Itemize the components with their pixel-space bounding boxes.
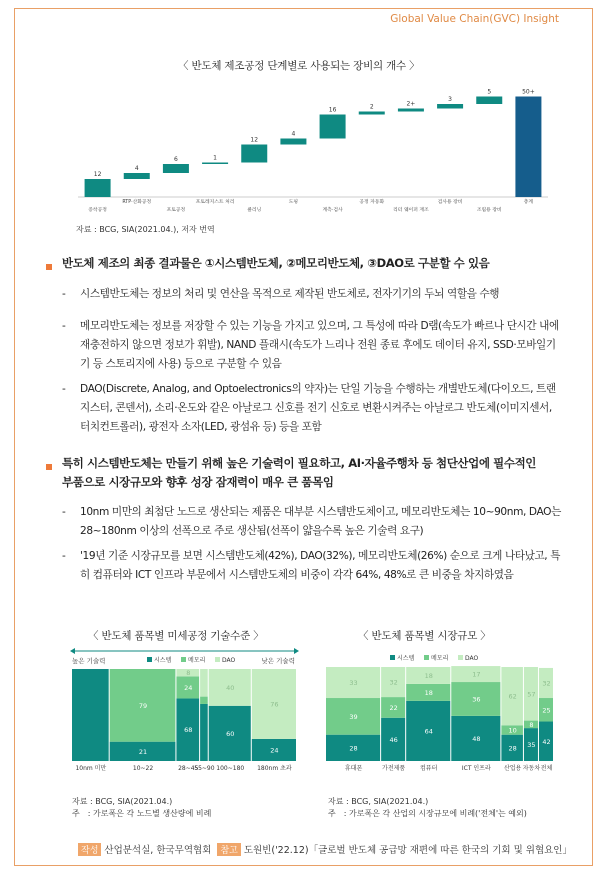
- legend-label: 시스템: [397, 655, 415, 662]
- mekko-segment-label: 60: [226, 729, 235, 738]
- waterfall-value-label: 4: [134, 165, 139, 172]
- waterfall-bar: [202, 163, 228, 165]
- footer-tag-reference: 참고: [217, 843, 240, 856]
- mekko-segment-label: 10: [508, 726, 517, 735]
- waterfall-bar: [359, 112, 385, 115]
- legend-label: DAO: [465, 655, 479, 662]
- waterfall-value-label: 2: [369, 103, 374, 111]
- waterfall-category-label: 계측·검사: [322, 208, 343, 213]
- mekko-category-label: 55~90: [194, 765, 215, 772]
- waterfall-bar: [515, 97, 541, 198]
- waterfall-bar: [398, 109, 424, 112]
- section2-item-market: - '19년 기준 시장규모를 보면 시스템반도체(42%), DAO(32%), 메모리반도체(26%) 순으로 크게 나타났고, 특히 컴퓨터와 ICT 인프라 부문에서 시스템반도체의 비중이 각각 64%, 48%로 큰 비중을 차지하였음: [62, 550, 561, 581]
- waterfall-bar: [437, 104, 463, 109]
- process-node-mekko-chart: [62, 645, 312, 795]
- chart3-note: 주 : 가로폭은 각 산업의 시장규모에 비례('전체'는 예외): [328, 809, 527, 818]
- waterfall-value-label: 5: [487, 88, 492, 96]
- footer-author: 산업분석실, 한국무역협회: [104, 845, 212, 856]
- legend-swatch: [215, 657, 220, 662]
- waterfall-value-label: 16: [328, 106, 337, 114]
- mekko-segment-label: 18: [424, 671, 433, 680]
- mekko-segment-label: 42: [542, 737, 551, 746]
- mekko-segment-label: 57: [527, 690, 536, 699]
- mekko-segment-label: 62: [508, 692, 517, 701]
- mekko-segment-label: 76: [270, 700, 279, 709]
- waterfall-value-label: 12: [250, 136, 259, 144]
- mekko-category-label: 전체: [540, 765, 553, 772]
- mekko-segment-label: 35: [527, 741, 536, 750]
- mekko-segment-label: 18: [424, 688, 433, 697]
- chart2-caption: 〈 반도체 품목별 미세공정 기술수준 〉: [88, 630, 264, 642]
- mekko-category-label: 10nm 미만: [75, 765, 107, 772]
- arrow-left-icon: [70, 648, 75, 654]
- mekko-segment-label: 32: [389, 678, 398, 687]
- chart1-source: 자료 : BCG, SIA(2021.04.), 저자 번역: [76, 225, 215, 234]
- waterfall-bar: [124, 173, 150, 179]
- legend-swatch: [424, 655, 429, 660]
- mekko-segment-label: 39: [349, 712, 358, 721]
- mekko-segment: [72, 669, 109, 761]
- mekko-category-label: 산업용: [503, 765, 522, 772]
- legend-label: 메모리: [188, 657, 206, 664]
- mekko-category-label: 가전제품: [382, 765, 406, 772]
- footer-reference: 도원빈('22.12)「글로벌 반도체 공급망 재편에 따른 한국의 기회 및 위협요인」: [243, 845, 572, 856]
- waterfall-bar: [85, 179, 111, 197]
- waterfall-category-label: 도핑: [288, 200, 299, 205]
- mekko-category-label: 180nm 초과: [257, 765, 292, 772]
- waterfall-value-label: 12: [93, 171, 102, 178]
- low-tech-label: 낮은 기술력: [261, 657, 295, 665]
- mekko-segment-label: 68: [184, 726, 193, 735]
- footer: [78, 842, 572, 856]
- section1-heading: 반도체 제조의 최종 결과물은 ①시스템반도체, ②메모리반도체, ③DAO로 구분할 수 있음: [62, 256, 490, 270]
- mekko-segment-label: 48: [472, 734, 481, 743]
- mekko-segment-label: 28: [349, 744, 358, 753]
- chart3-source: 자료 : BCG, SIA(2021.04.): [328, 797, 429, 806]
- legend-swatch: [147, 657, 152, 662]
- waterfall-chart: [70, 82, 590, 222]
- arrow-right-icon: [294, 648, 299, 654]
- section2-item-node: - 10nm 미만의 최첨단 노드로 생산되는 제품은 대부분 시스템반도체이고, 메모리반도체는 10~90nm, DAO는 28~180nm 이상의 선폭으로 주로 생산됨(선폭이 얇을수록 높은 기술력 요구): [62, 506, 561, 537]
- mekko-segment: [200, 697, 208, 704]
- market-size-mekko-chart: [320, 645, 560, 795]
- section2-heading-line1: 특히 시스템반도체는 만들기 위해 높은 기술력이 필요하고, AI·자율주행차 등 첨단산업에 필수적인: [62, 456, 536, 470]
- waterfall-bar: [280, 139, 306, 145]
- mekko-category-label: 10~22: [132, 765, 154, 772]
- waterfall-bar: [476, 97, 502, 105]
- mekko-segment-label: 79: [138, 701, 148, 710]
- mekko-category-label: 휴대폰: [344, 765, 363, 772]
- mekko-segment-label: 46: [389, 735, 398, 744]
- waterfall-value-label: 1: [213, 154, 217, 162]
- mekko-segment: [200, 669, 208, 697]
- header-title: Global Value Chain(GVC) Insight: [390, 13, 559, 25]
- waterfall-bar: [163, 164, 189, 173]
- waterfall-value-label: 50+: [522, 88, 535, 96]
- section2-heading-line2: 부품으로 시장규모와 향후 성장 잠재력이 매우 큰 품목임: [62, 475, 334, 489]
- waterfall-category-label: 클리닝: [247, 208, 262, 213]
- mekko-category-label: 컴퓨터: [420, 765, 438, 772]
- waterfall-category-label: 리터 웨이퍼 재조: [393, 208, 429, 213]
- waterfall-category-label: 검사용 장비: [437, 200, 463, 205]
- footer-tag-author: 작성: [78, 843, 101, 856]
- mekko-segment-label: 22: [389, 703, 398, 712]
- waterfall-category-label: 조립용 장비: [476, 208, 502, 213]
- waterfall-category-label: 공정 자동화: [359, 200, 385, 205]
- mekko-segment-label: 40: [226, 683, 235, 692]
- mekko-segment-label: 21: [138, 747, 148, 756]
- waterfall-category-label: 포토레지스트 처리: [195, 200, 235, 205]
- waterfall-category-label: 포토공정: [166, 208, 186, 213]
- waterfall-value-label: 2+: [406, 100, 416, 108]
- mekko-segment-label: 33: [349, 679, 358, 688]
- legend-label: DAO: [222, 657, 236, 664]
- bullet-square-icon: [46, 264, 52, 270]
- mekko-segment-label: 25: [542, 706, 551, 715]
- chart2-note: 주 : 가로폭은 각 노드별 생산량에 비례: [72, 809, 212, 818]
- waterfall-bar: [241, 145, 267, 163]
- mekko-category-label: 28~45: [178, 765, 199, 772]
- waterfall-value-label: 4: [291, 130, 296, 138]
- waterfall-value-label: 6: [174, 156, 178, 163]
- chart3-caption: 〈 반도체 품목별 시장규모 〉: [358, 630, 491, 642]
- mekko-segment-label: 28: [508, 744, 517, 753]
- waterfall-value-label: 3: [448, 96, 452, 103]
- legend-label: 메모리: [431, 655, 449, 662]
- legend-label: 시스템: [154, 657, 172, 664]
- mekko-category-label: ICT 인프라: [461, 765, 491, 772]
- section1-item-dao: - DAO(Discrete, Analog, and Optoelectronics의 약자)는 단일 기능을 수행하는 개별반도체(다이오드, 트랜지스터, 콘덴서), 소리·온도와 같은 아날로그 신호를 전기 신호로 변환시켜주는 아날로그 반도체(이미지센서, 터치컨트롤러), 광전자 소자(LED, 광섬유 등) 등을 포함: [62, 383, 556, 433]
- waterfall-category-label: 총계: [523, 200, 534, 205]
- waterfall-category-label: RTP·산화공정: [122, 200, 152, 205]
- mekko-segment-label: 8: [186, 669, 191, 678]
- mekko-segment-label: 64: [424, 727, 433, 736]
- mekko-segment-label: 8: [529, 720, 534, 729]
- high-tech-label: 높은 기술력: [72, 657, 106, 665]
- mekko-segment-label: 24: [184, 683, 193, 692]
- legend-swatch: [181, 657, 186, 662]
- waterfall-bar: [320, 115, 346, 139]
- legend-swatch: [458, 655, 463, 660]
- mekko-segment-label: 36: [472, 695, 481, 704]
- section1-item-memory: - 메모리반도체는 정보를 저장할 수 있는 기능을 가지고 있으며, 그 특성에 따라 D램(속도가 빠르나 단시간 내에 재충전하지 않으면 정보가 휘발), NAND 플래시(속도가 느리나 전원 종료 후에도 데이터 유지, SSD·모바일기기 등 스토리지에 사용) 등으로 구분할 수 있음: [62, 320, 559, 370]
- section1-item-system: - 시스템반도체는 정보의 처리 및 연산을 목적으로 제작된 반도체로, 전자기기의 두뇌 역할을 수행: [62, 288, 500, 300]
- legend-swatch: [390, 655, 395, 660]
- mekko-segment-label: 17: [472, 670, 481, 679]
- chart2-source: 자료 : BCG, SIA(2021.04.): [72, 797, 173, 806]
- chart1-caption: 〈 반도체 제조공정 단계별로 사용되는 장비의 개수 〉: [178, 60, 420, 72]
- mekko-category-label: 100~180: [216, 765, 245, 772]
- mekko-segment-label: 24: [270, 746, 279, 755]
- waterfall-category-label: 증착공정: [88, 208, 107, 213]
- mekko-category-label: 자동차: [522, 765, 541, 772]
- mekko-segment-label: 32: [542, 679, 551, 688]
- mekko-segment: [200, 704, 208, 761]
- bullet-square-icon: [46, 464, 52, 470]
